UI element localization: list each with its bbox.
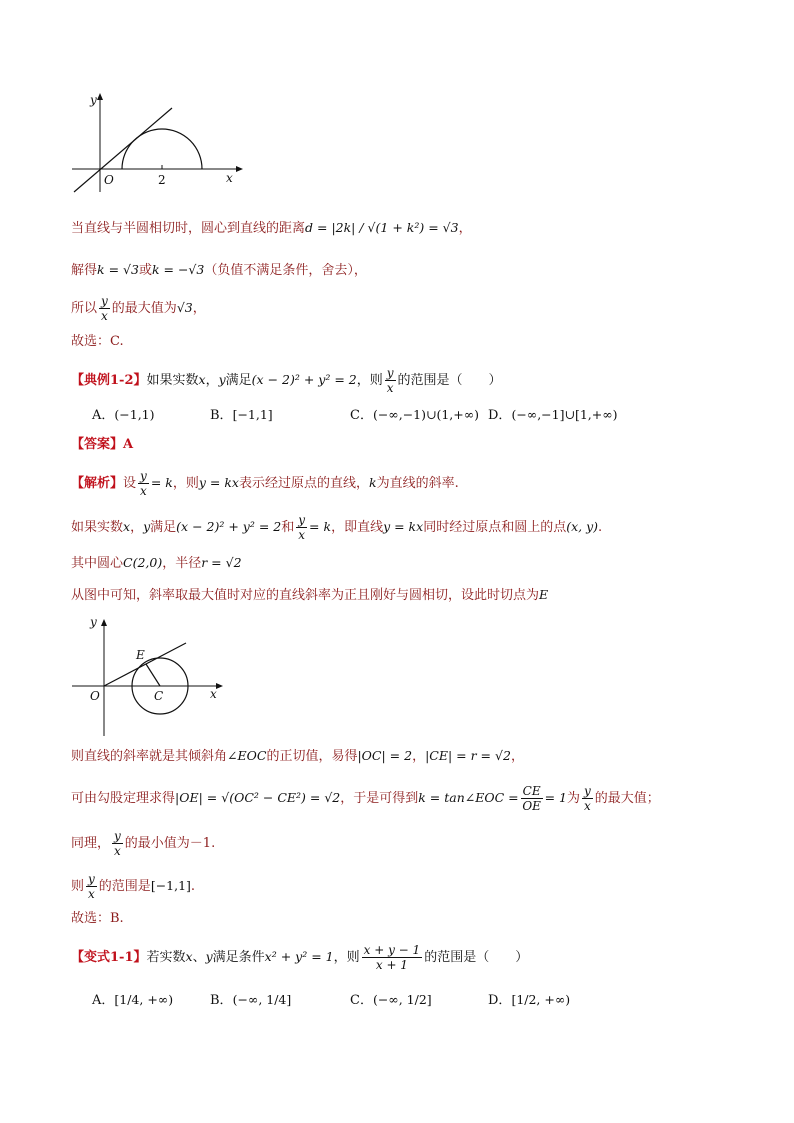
punct: ，: [458, 221, 472, 236]
text: ，半径: [162, 556, 202, 571]
text: 可由勾股定理求得: [71, 791, 176, 806]
tangent-distance-line: [71, 218, 472, 239]
option-value: (−∞,−1]∪[1,+∞): [511, 407, 618, 422]
text: 、: [192, 950, 206, 965]
example-tag: 【典例1-2】: [71, 373, 147, 388]
text: ，即直线: [331, 520, 384, 535]
fraction-y-over-x: $\frac{y}{x}$: [101, 294, 108, 323]
text: ，: [130, 520, 144, 535]
option-label: B．: [210, 408, 233, 423]
text: 如果实数: [71, 520, 124, 535]
answer-line: [71, 435, 133, 455]
radius: r = √2: [201, 555, 242, 570]
text: 表示经过原点的直线，: [238, 476, 369, 491]
punct: ，: [192, 301, 206, 316]
line-equation: y = kx: [383, 519, 424, 534]
example-question: [71, 366, 502, 395]
text: 为直线的斜率.: [376, 476, 459, 491]
length-oe: |OE| = √(OC² − CE²) = √2: [175, 790, 341, 805]
text: 满足: [225, 373, 252, 388]
punct: .: [190, 879, 196, 894]
semicircle-tangent-figure: [66, 88, 246, 198]
center-radius-line: [71, 553, 242, 574]
distance-formula: d = |2k| / √(1 + k²) = √3: [305, 220, 459, 235]
text: 的范围是: [98, 879, 151, 894]
x-axis-arrow: [236, 166, 243, 172]
min-value-line: [71, 829, 215, 858]
text: ，则: [356, 373, 383, 388]
fraction-y-over-x: $\frac{y}{x}$: [584, 784, 591, 813]
choose-b-line: [71, 909, 124, 929]
text: ，则: [333, 950, 360, 965]
text: ，: [205, 373, 219, 388]
condition: x² + y² = 1: [264, 949, 334, 964]
variant-tag: 【变式1-1】: [71, 950, 147, 965]
option-value: [1/2, +∞): [511, 992, 571, 1007]
radius-ce: [146, 664, 160, 686]
max-value: √3: [176, 300, 193, 315]
option-label: C．: [350, 993, 373, 1008]
text: ，: [412, 749, 426, 764]
text: 当直线与半圆相切时，圆心到直线的距离: [71, 221, 306, 236]
option-value: [1/4, +∞): [114, 992, 174, 1007]
analysis-tag: 【解析】: [71, 476, 124, 491]
option-label: D．: [488, 993, 512, 1008]
x-axis-label: x: [226, 171, 233, 185]
fraction-y-over-x: $\frac{y}{x}$: [298, 513, 306, 542]
option-value: [−1,1]: [232, 407, 273, 422]
text: 故选：B.: [71, 911, 124, 926]
y-axis-arrow: [97, 93, 103, 100]
center: C(2,0): [123, 555, 163, 570]
condition-line: [71, 513, 602, 542]
option-c: [350, 405, 479, 426]
option-value: (−∞,−1)∪(1,+∞): [372, 407, 480, 422]
text: 的正切值，易得: [266, 749, 358, 764]
y-axis-label: y: [90, 93, 97, 107]
text: 的最大值为: [111, 301, 177, 316]
option-value: (−∞, 1/4]: [232, 992, 292, 1007]
fraction-expression: $\frac{x + y - 1}{x + 1}$: [363, 943, 421, 972]
root-negative: k = −√3: [151, 262, 205, 277]
text: 的范围是（ ）: [424, 950, 529, 965]
circle-tangent-figure: [66, 612, 236, 740]
answer-value: A: [123, 437, 134, 452]
option-label: D．: [488, 408, 512, 423]
var-y: y: [143, 519, 151, 534]
option-b: [210, 405, 273, 426]
option-a: [92, 405, 155, 426]
tan-formula: k = tan∠EOC =: [418, 790, 519, 805]
variant-option-a: [92, 990, 173, 1011]
text: 同时经过原点和圆上的点: [423, 520, 567, 535]
var-k: k: [368, 475, 377, 490]
text: 的最小值为－1.: [124, 836, 216, 851]
figure-note-line: [71, 585, 548, 606]
choose-c-line: [71, 332, 124, 352]
condition: (x − 2)² + y² = 2: [176, 519, 282, 534]
max-value-line: [71, 294, 206, 323]
variant-question: [71, 943, 528, 972]
y-axis-arrow: [101, 619, 107, 626]
option-label: A．: [92, 993, 115, 1008]
text: （负值不满足条件，舍去），: [204, 263, 367, 278]
text: 设: [123, 476, 137, 491]
text: 为: [567, 791, 581, 806]
text: 所以: [71, 301, 98, 316]
option-label: A．: [92, 408, 115, 423]
text: 则直线的斜率就是其倾斜角: [71, 749, 228, 764]
punct: ，: [510, 749, 524, 764]
origin-label: O: [90, 689, 100, 703]
option-value: (−∞, 1/2]: [372, 992, 432, 1007]
var-x: x: [198, 372, 206, 387]
point-xy: (x, y): [566, 519, 599, 534]
x-axis-label: x: [210, 687, 217, 701]
text: 的范围是（ ）: [397, 373, 502, 388]
fraction-y-over-x: $\frac{y}{x}$: [140, 469, 147, 498]
root-positive: k = √3: [97, 262, 139, 277]
x-axis-arrow: [216, 683, 223, 689]
option-value: (−1,1): [114, 407, 155, 422]
range-value: [−1,1]: [150, 878, 191, 893]
text: 其中圆心: [71, 556, 124, 571]
text: ，于是可得到: [340, 791, 419, 806]
var-y: y: [218, 372, 226, 387]
text: 满足条件: [212, 950, 265, 965]
angle-eoc: ∠EOC: [227, 748, 267, 763]
var-y: y: [205, 949, 213, 964]
option-label: C．: [350, 408, 373, 423]
text: 如果实数: [146, 373, 199, 388]
analysis-line: [71, 469, 459, 498]
text: ，则: [172, 476, 199, 491]
equals-one: = 1: [544, 790, 567, 805]
variant-option-c: [350, 990, 432, 1011]
range-line: [71, 872, 195, 901]
text: 的最大值；: [594, 791, 660, 806]
point-e-label: E: [136, 648, 145, 662]
solve-line: [71, 260, 367, 281]
fraction-y-over-x: $\frac{y}{x}$: [386, 366, 394, 395]
punct: .: [598, 520, 603, 535]
fraction-y-over-x: $\frac{y}{x}$: [114, 829, 121, 858]
text: 故选：C.: [71, 334, 124, 349]
text: 和: [281, 520, 295, 535]
point-e: E: [539, 587, 549, 602]
text: 则: [71, 879, 85, 894]
fraction-ce-over-oe: $\frac{CE}{OE}$: [522, 784, 541, 813]
condition: (x − 2)² + y² = 2: [251, 372, 357, 387]
point-c-label: C: [154, 689, 164, 703]
equals-k: = k: [150, 475, 173, 490]
length-oc: |OC| = 2: [357, 748, 413, 763]
option-d: [488, 405, 618, 426]
length-ce: |CE| = r = √2: [425, 748, 511, 763]
var-x: x: [123, 519, 131, 534]
text: 从图中可知，斜率取最大值时对应的直线斜率为正且刚好与圆相切，设此时切点为: [71, 588, 540, 603]
fraction-y-over-x: $\frac{y}{x}$: [88, 872, 95, 901]
semicircle: [122, 129, 202, 169]
text: 满足: [150, 520, 177, 535]
equals-k: = k: [309, 519, 332, 534]
tick-label-2: 2: [158, 173, 166, 187]
line-equation: y = kx: [198, 475, 239, 490]
answer-tag: 【答案】: [71, 437, 124, 452]
y-axis-label: y: [90, 615, 97, 629]
var-x: x: [185, 949, 193, 964]
variant-option-b: [210, 990, 291, 1011]
option-label: B．: [210, 993, 233, 1008]
variant-option-d: [488, 990, 570, 1011]
text: 或: [138, 263, 152, 278]
slope-line: [71, 746, 524, 767]
text: 同理，: [71, 836, 111, 851]
text: 解得: [71, 263, 98, 278]
tangent-line: [104, 643, 186, 686]
text: 若实数: [146, 950, 186, 965]
origin-label: O: [104, 173, 114, 187]
pythagoras-line: [71, 784, 660, 813]
